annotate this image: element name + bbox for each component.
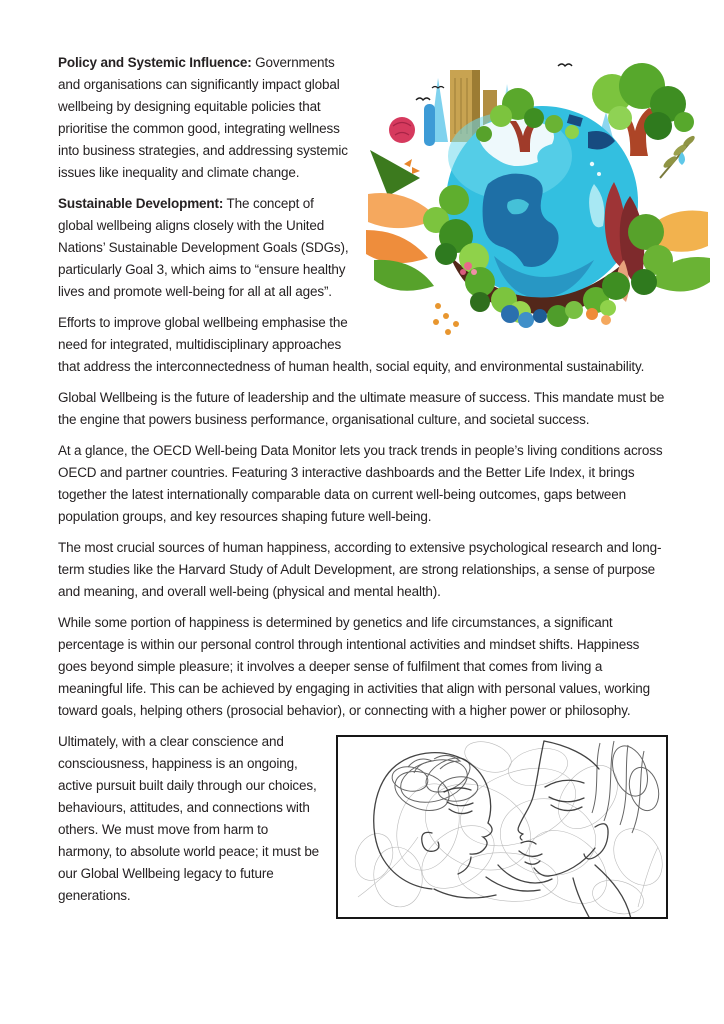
body-paragraph [58, 537, 668, 603]
body-paragraph [58, 612, 668, 722]
earth-illustration-svg [362, 44, 714, 346]
baby-face [374, 753, 540, 898]
paragraph-text: The concept of global wellbeing aligns closely with the United Nations’ Sustainable Development Goals (SDGs), particularly Goal 3, which aims to “ensure healthy lives and promote well-being for all at all ages”. [58, 196, 349, 299]
paragraph-lead: Sustainable Development: [58, 196, 224, 211]
paragraph-text: The most crucial sources of human happiness, according to extensive psychological research and long-term studies like the Harvard Study of Adult Development, are strong relationships, a sense of purpose and meaning, and overall well-being (physical and mental health). [58, 540, 662, 599]
body-paragraph [58, 440, 668, 528]
paragraph-text: Efforts to improve global wellbeing emphasise the need for integrated, multidisciplinary approaches that address the interconnectedness of human health, social equity, and environmental sustainability. [58, 315, 645, 374]
paragraph-lead: Policy and Systemic Influence: [58, 55, 252, 70]
earth-illustration [362, 44, 714, 346]
mother-child-sketch [336, 735, 668, 919]
paragraph-text: Ultimately, with a clear conscience and consciousness, happiness is an ongoing, active pursuit built daily through our choices, behaviours, attitudes, and connections with others. We must move from harm to harmony, to absolute world peace; it must be our Global Wellbeing legacy to future generations. [58, 734, 320, 903]
hair-scribbles [390, 741, 664, 833]
paragraph-text: At a glance, the OECD Well-being Data Monitor lets you track trends in people’s living conditions across OECD and partner countries. Featuring 3 interactive dashboards and the Better Life Index, it brings together the latest internationally comparable data on current well-being outcomes, gaps between population groups, and key resources shaping future well-being. [58, 443, 663, 524]
mother-child-sketch-svg [338, 737, 666, 917]
paragraph-text: Governments and organisations can significantly impact global wellbeing by designing equitable policies that prioritise the common good, integrating wellness into business strategies, and addressing systemic issues like inequality and climate change. [58, 55, 348, 180]
red-tree-icon [389, 117, 415, 143]
body-paragraph [58, 387, 668, 431]
paragraph-text: Global Wellbeing is the future of leadership and the ultimate measure of success. This mandate must be the engine that powers business performance, organisational culture, and societal success. [58, 390, 665, 427]
paragraph-text: While some portion of happiness is determined by genetics and life circumstances, a significant percentage is within our personal control through intentional activities and mindset shifts. Happiness goes beyond simple pleasure; it involves a deeper sense of fulfilment that comes from living a meaningful life. This can be achieved by engaging in activities that align with personal values, working toward goals, helping others (prosocial behavior), or connecting with a higher power or philosophy. [58, 615, 651, 718]
